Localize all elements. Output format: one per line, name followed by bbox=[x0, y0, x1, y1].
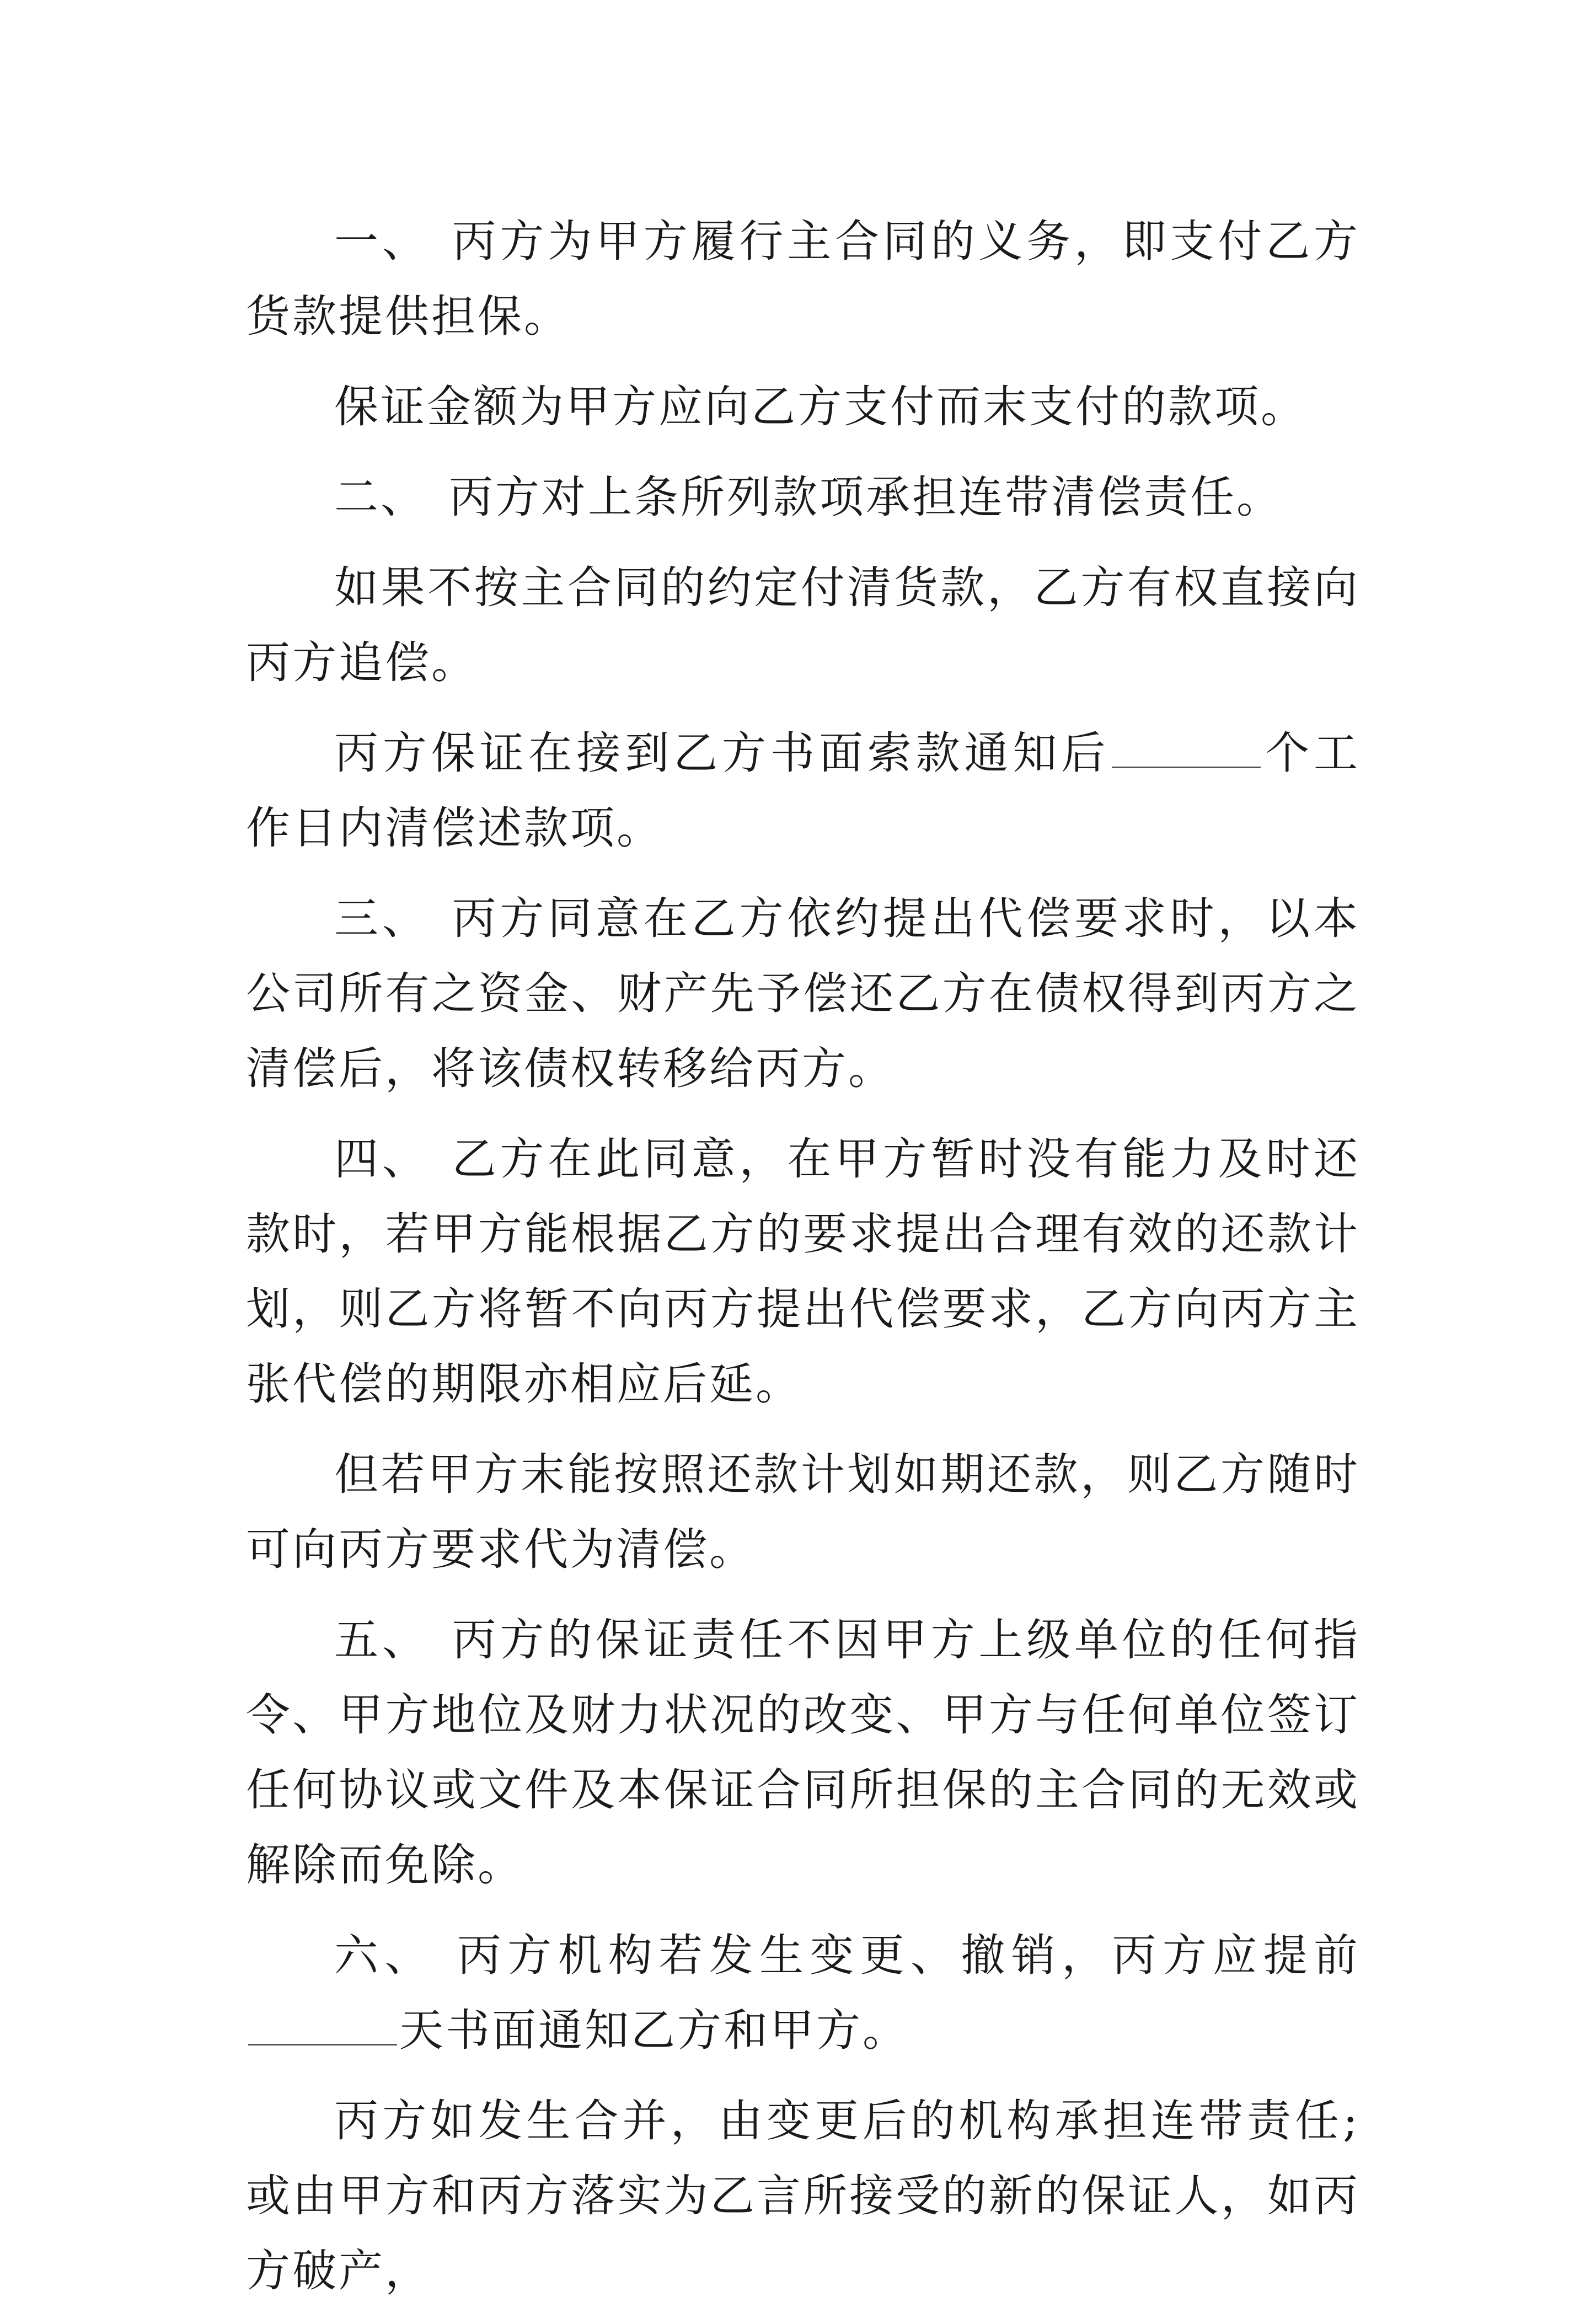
clause-4 bbox=[246, 1122, 1360, 1422]
fill-in-blank-days bbox=[1112, 728, 1261, 768]
clause-number: 三、 bbox=[334, 893, 430, 944]
paragraph-guarantee-amount bbox=[246, 370, 1360, 445]
clause-text-before-blank: 丙方机构若发生变更、撤销，丙方应提前 bbox=[457, 1930, 1361, 1981]
clause-number: 二、 bbox=[334, 472, 427, 523]
paragraph-recourse bbox=[246, 550, 1360, 700]
paragraph-repayment-days bbox=[246, 716, 1360, 866]
clause-number: 五、 bbox=[334, 1614, 430, 1666]
clause-text: 丙方为甲方履行主合同的义务，即支付乙方货款提供担保。 bbox=[246, 216, 1361, 342]
clause-1 bbox=[246, 204, 1360, 354]
paragraph-text: 丙方如发生合并，由变更后的机构承担连带责任;或由甲方和丙方落实为乙言所接受的新的保证人，如丙方破产， bbox=[246, 2095, 1360, 2296]
paragraph-text: 但若甲方末能按照还款计划如期还款，则乙方随时可向丙方要求代为清偿。 bbox=[246, 1449, 1360, 1575]
clause-text: 丙方同意在乙方依约提出代偿要求时，以本公司所有之资金、财产先予偿还乙方在债权得到丙方之清偿后，将该债权转移给丙方。 bbox=[246, 893, 1361, 1094]
clause-text-after-blank: 天书面通知乙方和甲方。 bbox=[399, 2005, 909, 2056]
fill-in-blank-notice-days bbox=[248, 2005, 397, 2045]
clause-number: 四、 bbox=[334, 1133, 430, 1185]
paragraph-text-before-blank: 丙方保证在接到乙方书面索款通知后 bbox=[334, 727, 1110, 779]
paragraph-text: 如果不按主合同的约定付清货款，乙方有权直接向丙方追偿。 bbox=[246, 562, 1360, 688]
clause-text: 乙方在此同意，在甲方暂时没有能力及时还款时，若甲方能根据乙方的要求提出合理有效的还款计划，则乙方将暂不向丙方提出代偿要求，乙方向丙方主张代偿的期限亦相应后延。 bbox=[246, 1133, 1361, 1410]
paragraph-default-repayment bbox=[246, 1437, 1360, 1587]
clause-text: 丙方的保证责任不因甲方上级单位的任何指令、甲方地位及财力状况的改变、甲方与任何单位签订任何协议或文件及本保证合同所担保的主合同的无效或解除而免除。 bbox=[246, 1614, 1361, 1891]
clause-number: 一、 bbox=[334, 216, 430, 267]
paragraph-text: 保证金额为甲方应向乙方支付而末支付的款项。 bbox=[334, 381, 1307, 432]
clause-6 bbox=[246, 1918, 1360, 2068]
clause-2 bbox=[246, 460, 1360, 535]
clause-3 bbox=[246, 881, 1360, 1106]
clause-text: 丙方对上条所列款项承担连带清偿责任。 bbox=[449, 472, 1283, 523]
clause-5 bbox=[246, 1603, 1360, 1903]
clause-number: 六、 bbox=[334, 1930, 435, 1981]
paragraph-merger bbox=[246, 2084, 1360, 2309]
paragraph-text-after-blank: 个工作日内清偿述款项。 bbox=[246, 727, 1361, 854]
document-body bbox=[246, 204, 1360, 2324]
